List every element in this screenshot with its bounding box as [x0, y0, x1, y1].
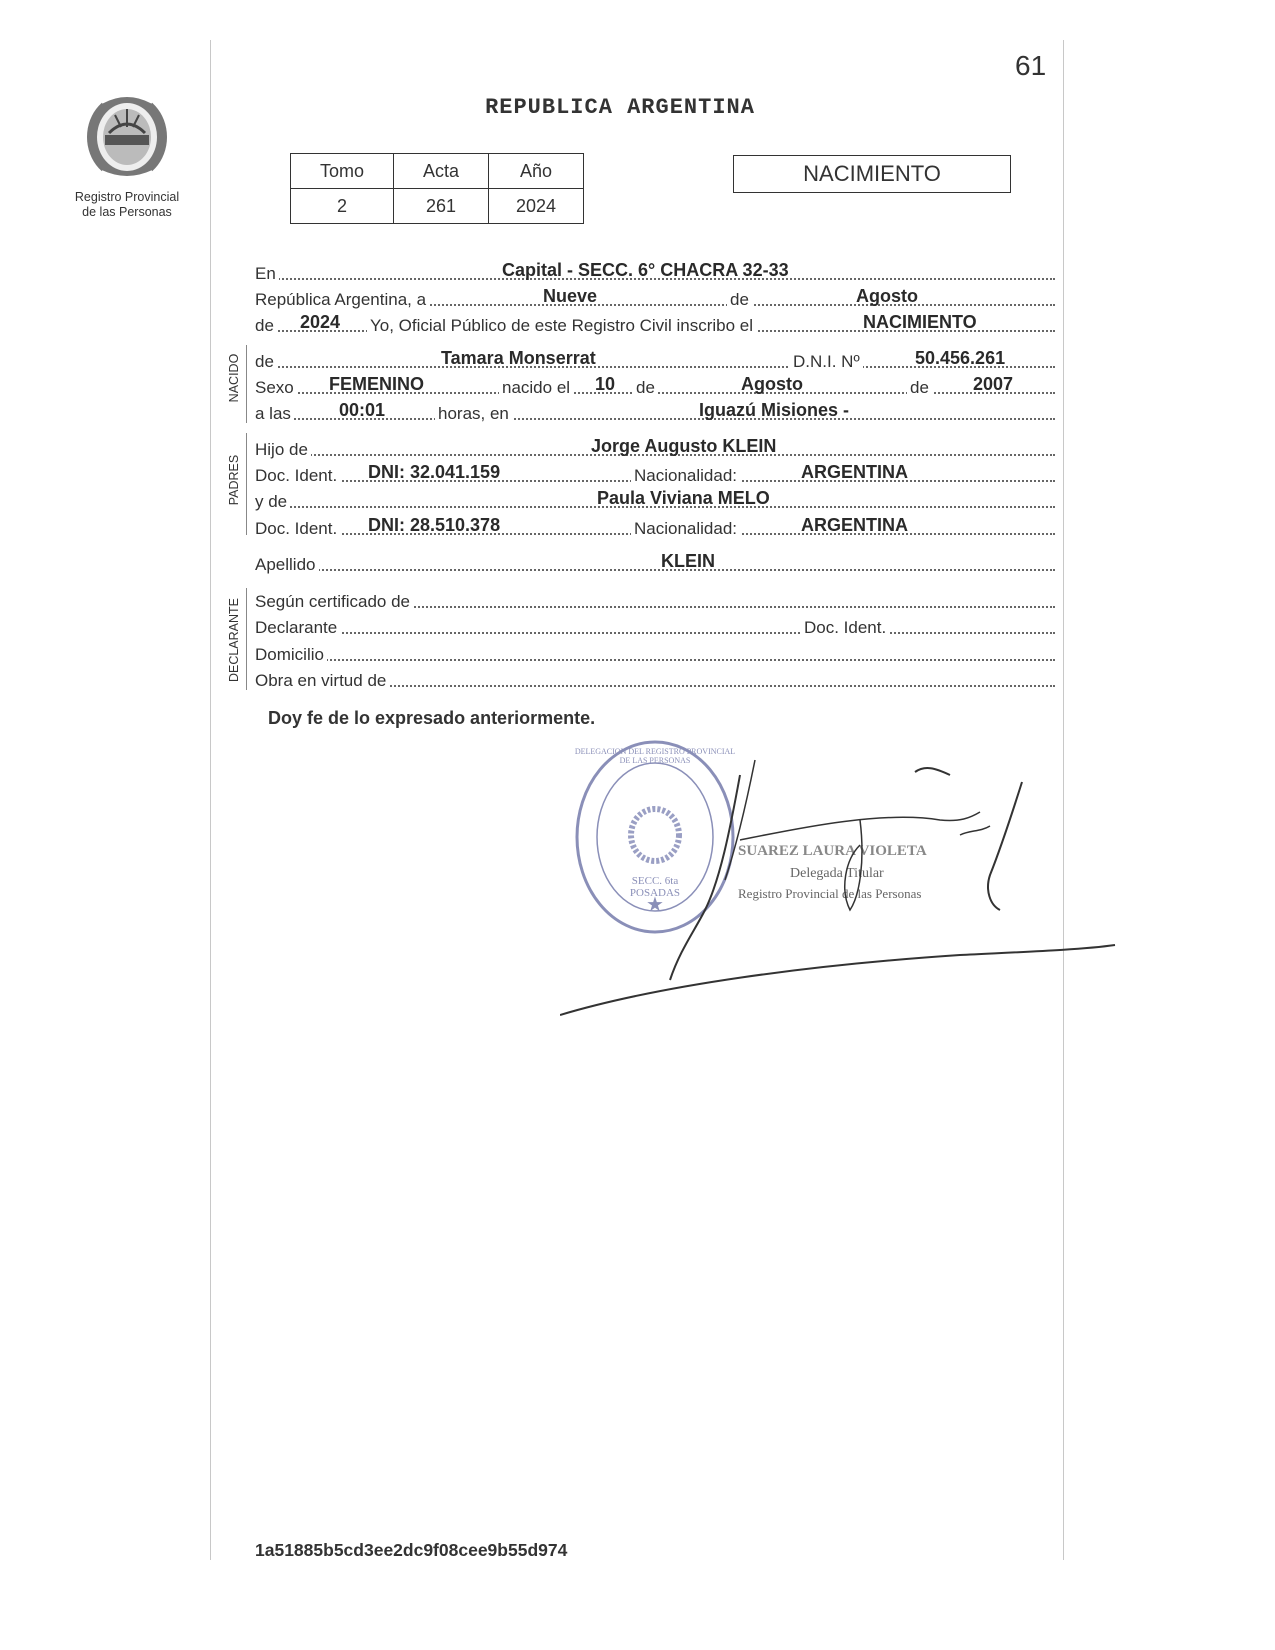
field-row-mother [255, 490, 1055, 512]
signer-role: Delegada Titular [790, 866, 884, 881]
label-de-month: de [727, 290, 752, 310]
value-tomo: 2 [291, 189, 394, 224]
record-type-box: NACIMIENTO [733, 155, 1011, 193]
value-anio: 2024 [489, 189, 584, 224]
field-row-domicilio [255, 643, 1055, 665]
header-tomo: Tomo [291, 154, 394, 189]
stamp-inner-text: SECC. 6ta POSADAS [629, 875, 681, 899]
label-doc-mother: Doc. Ident. [255, 519, 340, 539]
label-decl-doc: Doc. Ident. [801, 618, 889, 638]
value-year: 2024 [300, 312, 341, 332]
value-mother-nat: ARGENTINA [801, 515, 908, 535]
label-a-las: a las [255, 404, 294, 424]
padres-separator [246, 433, 247, 535]
registry-seal [72, 85, 182, 220]
signer-office: Registro Provincial de las Personas [738, 886, 922, 901]
side-label-padres: PADRES [227, 454, 241, 506]
value-acta: 261 [394, 189, 489, 224]
closing-statement: Doy fe de lo expresado anteriormente. [268, 708, 596, 728]
side-label-nacido: NACIDO [227, 353, 241, 403]
header-anio: Año [489, 154, 584, 189]
value-birth-month: Agosto [741, 374, 803, 394]
label-doc-father: Doc. Ident. [255, 466, 340, 486]
value-mother-doc: DNI: 28.510.378 [368, 515, 501, 535]
label-de-birth-year: de [907, 378, 932, 398]
label-apellido: Apellido [255, 555, 319, 575]
registry-caption-line1: Registro Provincial [74, 190, 180, 204]
label-de-year: de [255, 316, 277, 336]
left-margin-line [210, 40, 211, 1560]
record-table [290, 153, 584, 224]
nacido-separator [246, 345, 247, 423]
label-obra: Obra en virtud de [255, 671, 389, 691]
stamp-ring-text: DELEGACION DEL REGISTRO PROVINCIAL DE LAS PERSONAS [574, 747, 736, 765]
field-row-certificado [255, 590, 1055, 612]
registry-caption-line2: de las Personas [82, 205, 172, 219]
label-republica: República Argentina, a [255, 290, 429, 310]
label-yo-text: Yo, Oficial Público de este Registro Civil inscribo el [367, 316, 756, 336]
value-birth-place: Iguazú Misiones - [699, 400, 850, 420]
label-domicilio: Domicilio [255, 645, 327, 665]
field-row-date [255, 288, 1055, 310]
label-nacido-el: nacido el [499, 378, 573, 398]
field-row-father [255, 438, 1055, 460]
field-row-place [255, 262, 1055, 284]
field-row-sex [255, 376, 1055, 398]
value-inscription: NACIMIENTO [863, 312, 977, 332]
page-number: 61 [1015, 50, 1047, 81]
value-name: Tamara Monserrat [441, 348, 596, 368]
value-dni: 50.456.261 [915, 348, 1006, 368]
field-row-declarante [255, 616, 1055, 638]
misiones-seal-icon [79, 85, 175, 185]
value-father-doc: DNI: 32.041.159 [368, 462, 501, 482]
value-father: Jorge Augusto KLEIN [591, 436, 777, 456]
label-hijo-de: Hijo de [255, 440, 311, 460]
value-birth-time: 00:01 [339, 400, 386, 420]
value-mother: Paula Viviana MELO [597, 488, 770, 508]
value-father-nat: ARGENTINA [801, 462, 908, 482]
value-day-word: Nueve [543, 286, 598, 306]
label-de-name: de [255, 352, 277, 372]
field-row-name [255, 350, 1055, 372]
label-declarante: Declarante [255, 618, 340, 638]
label-en: En [255, 264, 279, 284]
field-row-inscription [255, 314, 1055, 336]
label-sexo: Sexo [255, 378, 297, 398]
field-row-father-doc [255, 464, 1055, 486]
field-row-mother-doc [255, 517, 1055, 539]
declarante-separator [246, 588, 247, 690]
label-certificado: Según certificado de [255, 592, 413, 612]
label-nac-mother: Nacionalidad: [631, 519, 740, 539]
field-row-surname [255, 553, 1055, 575]
side-label-declarante: DECLARANTE [227, 597, 241, 683]
value-birth-day: 10 [595, 374, 616, 394]
document-hash: 1a51885b5cd3ee2dc9f08cee9b55d974 [255, 1540, 568, 1560]
label-y-de: y de [255, 492, 290, 512]
field-row-obra [255, 669, 1055, 691]
label-de-birth-month: de [633, 378, 658, 398]
handwritten-signature [560, 740, 1120, 1030]
label-dni: D.N.I. Nº [790, 352, 863, 372]
value-sex: FEMENINO [329, 374, 425, 394]
header-acta: Acta [394, 154, 489, 189]
field-row-time [255, 402, 1055, 424]
value-month: Agosto [856, 286, 918, 306]
country-title: REPUBLICA ARGENTINA [485, 95, 755, 120]
label-nac-father: Nacionalidad: [631, 466, 740, 486]
value-birth-year: 2007 [973, 374, 1014, 394]
value-surname: KLEIN [661, 551, 715, 571]
svg-text:★: ★ [646, 894, 664, 916]
value-place: Capital - SECC. 6° CHACRA 32-33 [502, 260, 789, 280]
signer-name: SUAREZ LAURA VIOLETA [738, 843, 927, 859]
label-horas-en: horas, en [435, 404, 512, 424]
